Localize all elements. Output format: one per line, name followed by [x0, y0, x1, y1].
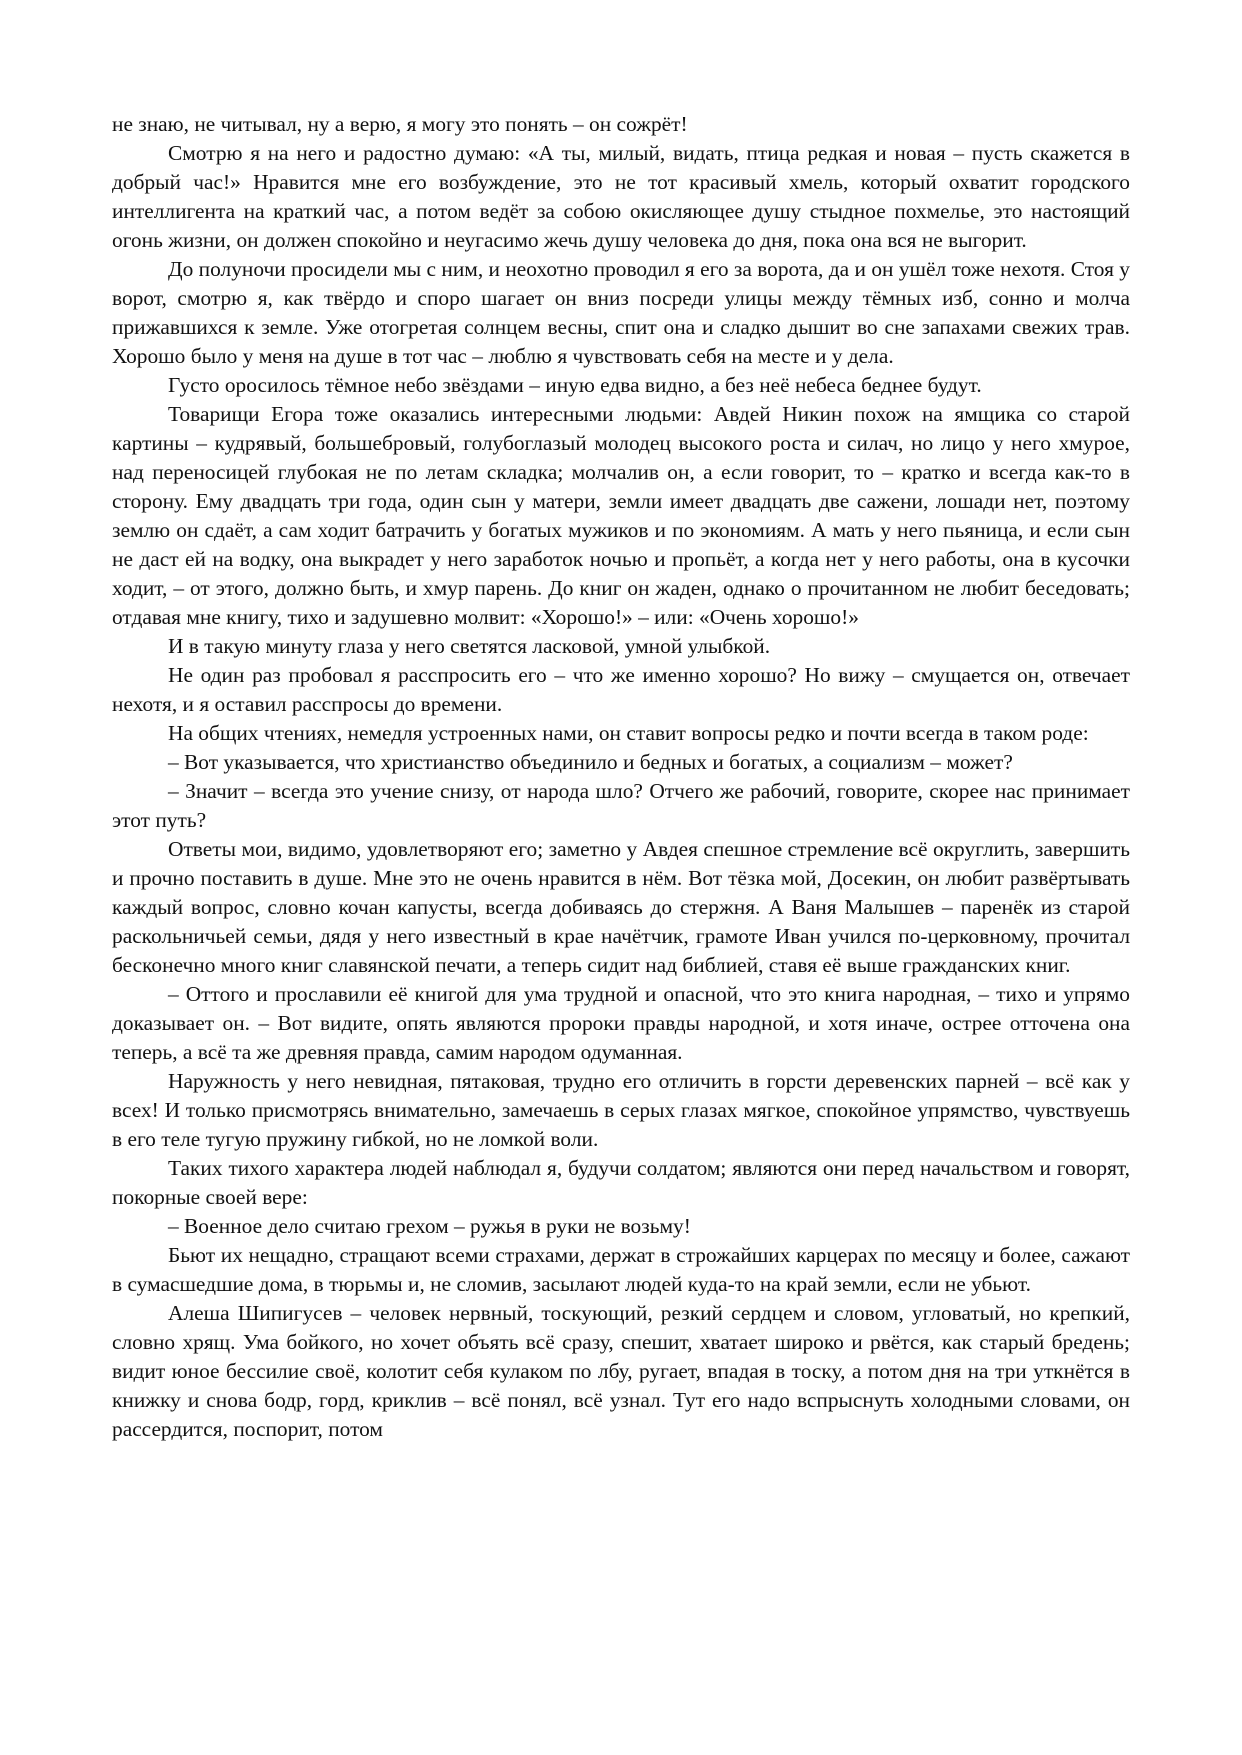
paragraph-3: До полуночи просидели мы с ним, и неохотно проводил я его за ворота, да и он ушёл тоже нехотя. Стоя у ворот, смотрю я, как твёрдо и споро шагает он вниз посреди улицы между тёмных изб, сонно и молча прижавшихся к земле. Уже отогретая солнцем весны, спит она и сладко дышит во сне запахами свежих трав. Хорошо было у меня на душе в тот час – люблю я чувствовать себя на месте и у дела.	[112, 257, 1130, 368]
paragraph-2: Смотрю я на него и радостно думаю: «А ты, милый, видать, птица редкая и новая – пусть скажется в добрый час!» Нравится мне его возбуждение, это не тот красивый хмель, который охватит городского интеллигента на краткий час, а потом ведёт за собою окисляющее душу стыдное похмелье, это настоящий огонь жизни, он должен спокойно и неугасимо жечь душу человека до дня, пока она вся не выгорит.	[112, 141, 1130, 252]
paragraph-1: не знаю, не читывал, ну а верю, я могу это понять – он сожрёт!	[112, 112, 688, 136]
paragraph-16: Бьют их нещадно, стращают всеми страхами, держат в строжайших карцерах по месяцу и более, сажают в сумасшедшие дома, в тюрьмы и, не сломив, засылают людей куда-то на край земли, если не убьют.	[112, 1243, 1130, 1296]
paragraph-6: И в такую минуту глаза у него светятся ласковой, умной улыбкой.	[168, 634, 771, 658]
paragraph-14: Таких тихого характера людей наблюдал я, будучи солдатом; являются они перед начальством и говорят, покорные своей вере:	[112, 1156, 1130, 1209]
dialogue-line-2: – Значит – всегда это учение снизу, от народа шло? Отчего же рабочий, говорите, скорее нас принимает этот путь?	[112, 779, 1130, 832]
paragraph-13: Наружность у него невидная, пятаковая, трудно его отличить в горсти деревенских парней – всё как у всех! И только присмотрясь внимательно, замечаешь в серых глазах мягкое, спокойное упрямство, чувствуешь в его теле тугую пружину гибкой, но не ломкой воли.	[112, 1069, 1130, 1151]
dialogue-line-1: – Вот указывается, что христианство объединило и бедных и богатых, а социализм – может?	[168, 750, 1013, 774]
paragraph-7: Не один раз пробовал я расспросить его – что же именно хорошо? Но вижу – смущается он, отвечает нехотя, и я оставил расспросы до времени.	[112, 663, 1130, 716]
dialogue-line-4: – Военное дело считаю грехом – ружья в руки не возьму!	[168, 1214, 691, 1238]
dialogue-line-3: – Оттого и прославили её книгой для ума трудной и опасной, что это книга народная, – тихо и упрямо доказывает он. – Вот видите, опять являются пророки правды народной, и хотя иначе, острее отточена она теперь, а всё та же древняя правда, самим народом одуманная.	[112, 982, 1130, 1064]
document-page	[112, 110, 1130, 1444]
paragraph-8: На общих чтениях, немедля устроенных нами, он ставит вопросы редко и почти всегда в таком роде:	[168, 721, 1089, 745]
paragraph-5: Товарищи Егора тоже оказались интересными людьми: Авдей Никин похож на ямщика со старой картины – кудрявый, большебровый, голубоглазый молодец высокого роста и силач, но лицо у него хмурое, над переносицей глубокая не по летам складка; молчалив он, а если говорит, то – кратко и всегда как-то в сторону. Ему двадцать три года, один сын у матери, земли имеет двадцать две сажени, лошади нет, поэтому землю он сдаёт, а сам ходит батрачить у богатых мужиков и по экономиям. А мать у него пьяница, и если сын не даст ей на водку, она выкрадет у него заработок ночью и пропьёт, а когда нет у него работы, она в кусочки ходит, – от этого, должно быть, и хмур парень. До книг он жаден, однако о прочитанном не любит беседовать; отдавая мне книгу, тихо и задушевно молвит: «Хорошо!» – или: «Очень хорошо!»	[112, 402, 1130, 629]
paragraph-11: Ответы мои, видимо, удовлетворяют его; заметно у Авдея спешное стремление всё округлить, завершить и прочно поставить в душе. Мне это не очень нравится в нём. Вот тёзка мой, Досекин, он любит развёртывать каждый вопрос, словно кочан капусты, всегда добиваясь до стержня. А Ваня Малышев – паренёк из старой раскольничьей семьи, дядя у него известный в крае начётчик, грамоте Иван учился по-церковному, прочитал бесконечно много книг славянской печати, а теперь сидит над библией, ставя её выше гражданских книг.	[112, 837, 1130, 977]
paragraph-4: Густо оросилось тёмное небо звёздами – иную едва видно, а без неё небеса беднее будут.	[168, 373, 982, 397]
paragraph-17: Алеша Шипигусев – человек нервный, тоскующий, резкий сердцем и словом, угловатый, но крепкий, словно хрящ. Ума бойкого, но хочет объять всё сразу, спешит, хватает широко и рвётся, как старый бредень; видит юное бессилие своё, колотит себя кулаком по лбу, ругает, впадая в тоску, а потом дня на три уткнётся в книжку и снова бодр, горд, криклив – всё понял, всё узнал. Тут его надо вспрыснуть холодными словами, он рассердится, поспорит, потом	[112, 1301, 1130, 1441]
